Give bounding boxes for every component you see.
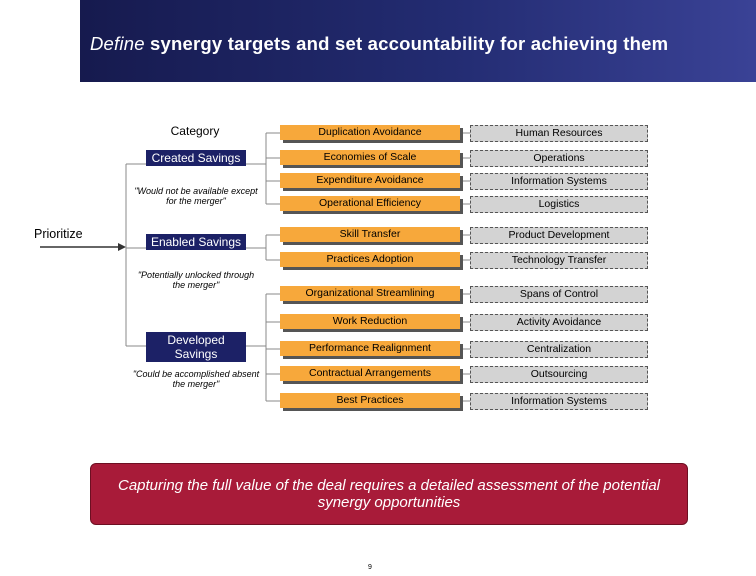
category-created-note: "Would not be available except for the merger"	[134, 186, 258, 206]
callout-text: Capturing the full value of the deal requires a detailed assessment of the potential synergy opportunities	[117, 477, 660, 511]
prioritize-label: Prioritize	[34, 227, 83, 241]
lever-box: Skill Transfer	[280, 227, 460, 242]
lever-box: Best Practices	[280, 393, 460, 408]
category-heading: Category	[170, 124, 220, 138]
category-enabled-note: "Potentially unlocked through the merger"	[137, 270, 255, 290]
lever-box: Contractual Arrangements	[280, 366, 460, 381]
category-enabled-savings: Enabled Savings	[146, 234, 246, 250]
lever-box: Economies of Scale	[280, 150, 460, 165]
area-box: Human Resources	[470, 125, 648, 142]
area-box: Spans of Control	[470, 286, 648, 303]
area-box: Operations	[470, 150, 648, 167]
area-box: Logistics	[470, 196, 648, 213]
lever-box: Operational Efficiency	[280, 196, 460, 211]
area-box: Technology Transfer	[470, 252, 648, 269]
title-rest: synergy targets and set accountability for achieving them	[144, 33, 669, 54]
category-developed-note: "Could be accomplished absent the merger"	[132, 369, 260, 389]
lever-box: Performance Realignment	[280, 341, 460, 356]
page-number: 9	[368, 564, 372, 571]
category-created-savings: Created Savings	[146, 150, 246, 166]
area-box: Information Systems	[470, 393, 648, 410]
callout-banner	[90, 463, 688, 525]
area-box: Outsourcing	[470, 366, 648, 383]
category-developed-savings: Developed Savings	[146, 332, 246, 362]
lever-box: Work Reduction	[280, 314, 460, 329]
area-box: Centralization	[470, 341, 648, 358]
lever-box: Practices Adoption	[280, 252, 460, 267]
area-box: Information Systems	[470, 173, 648, 190]
title-italic: Define	[90, 33, 145, 54]
lever-box: Duplication Avoidance	[280, 125, 460, 140]
area-box: Activity Avoidance	[470, 314, 648, 331]
lever-box: Expenditure Avoidance	[280, 173, 460, 188]
area-box: Product Development	[470, 227, 648, 244]
lever-box: Organizational Streamlining	[280, 286, 460, 301]
